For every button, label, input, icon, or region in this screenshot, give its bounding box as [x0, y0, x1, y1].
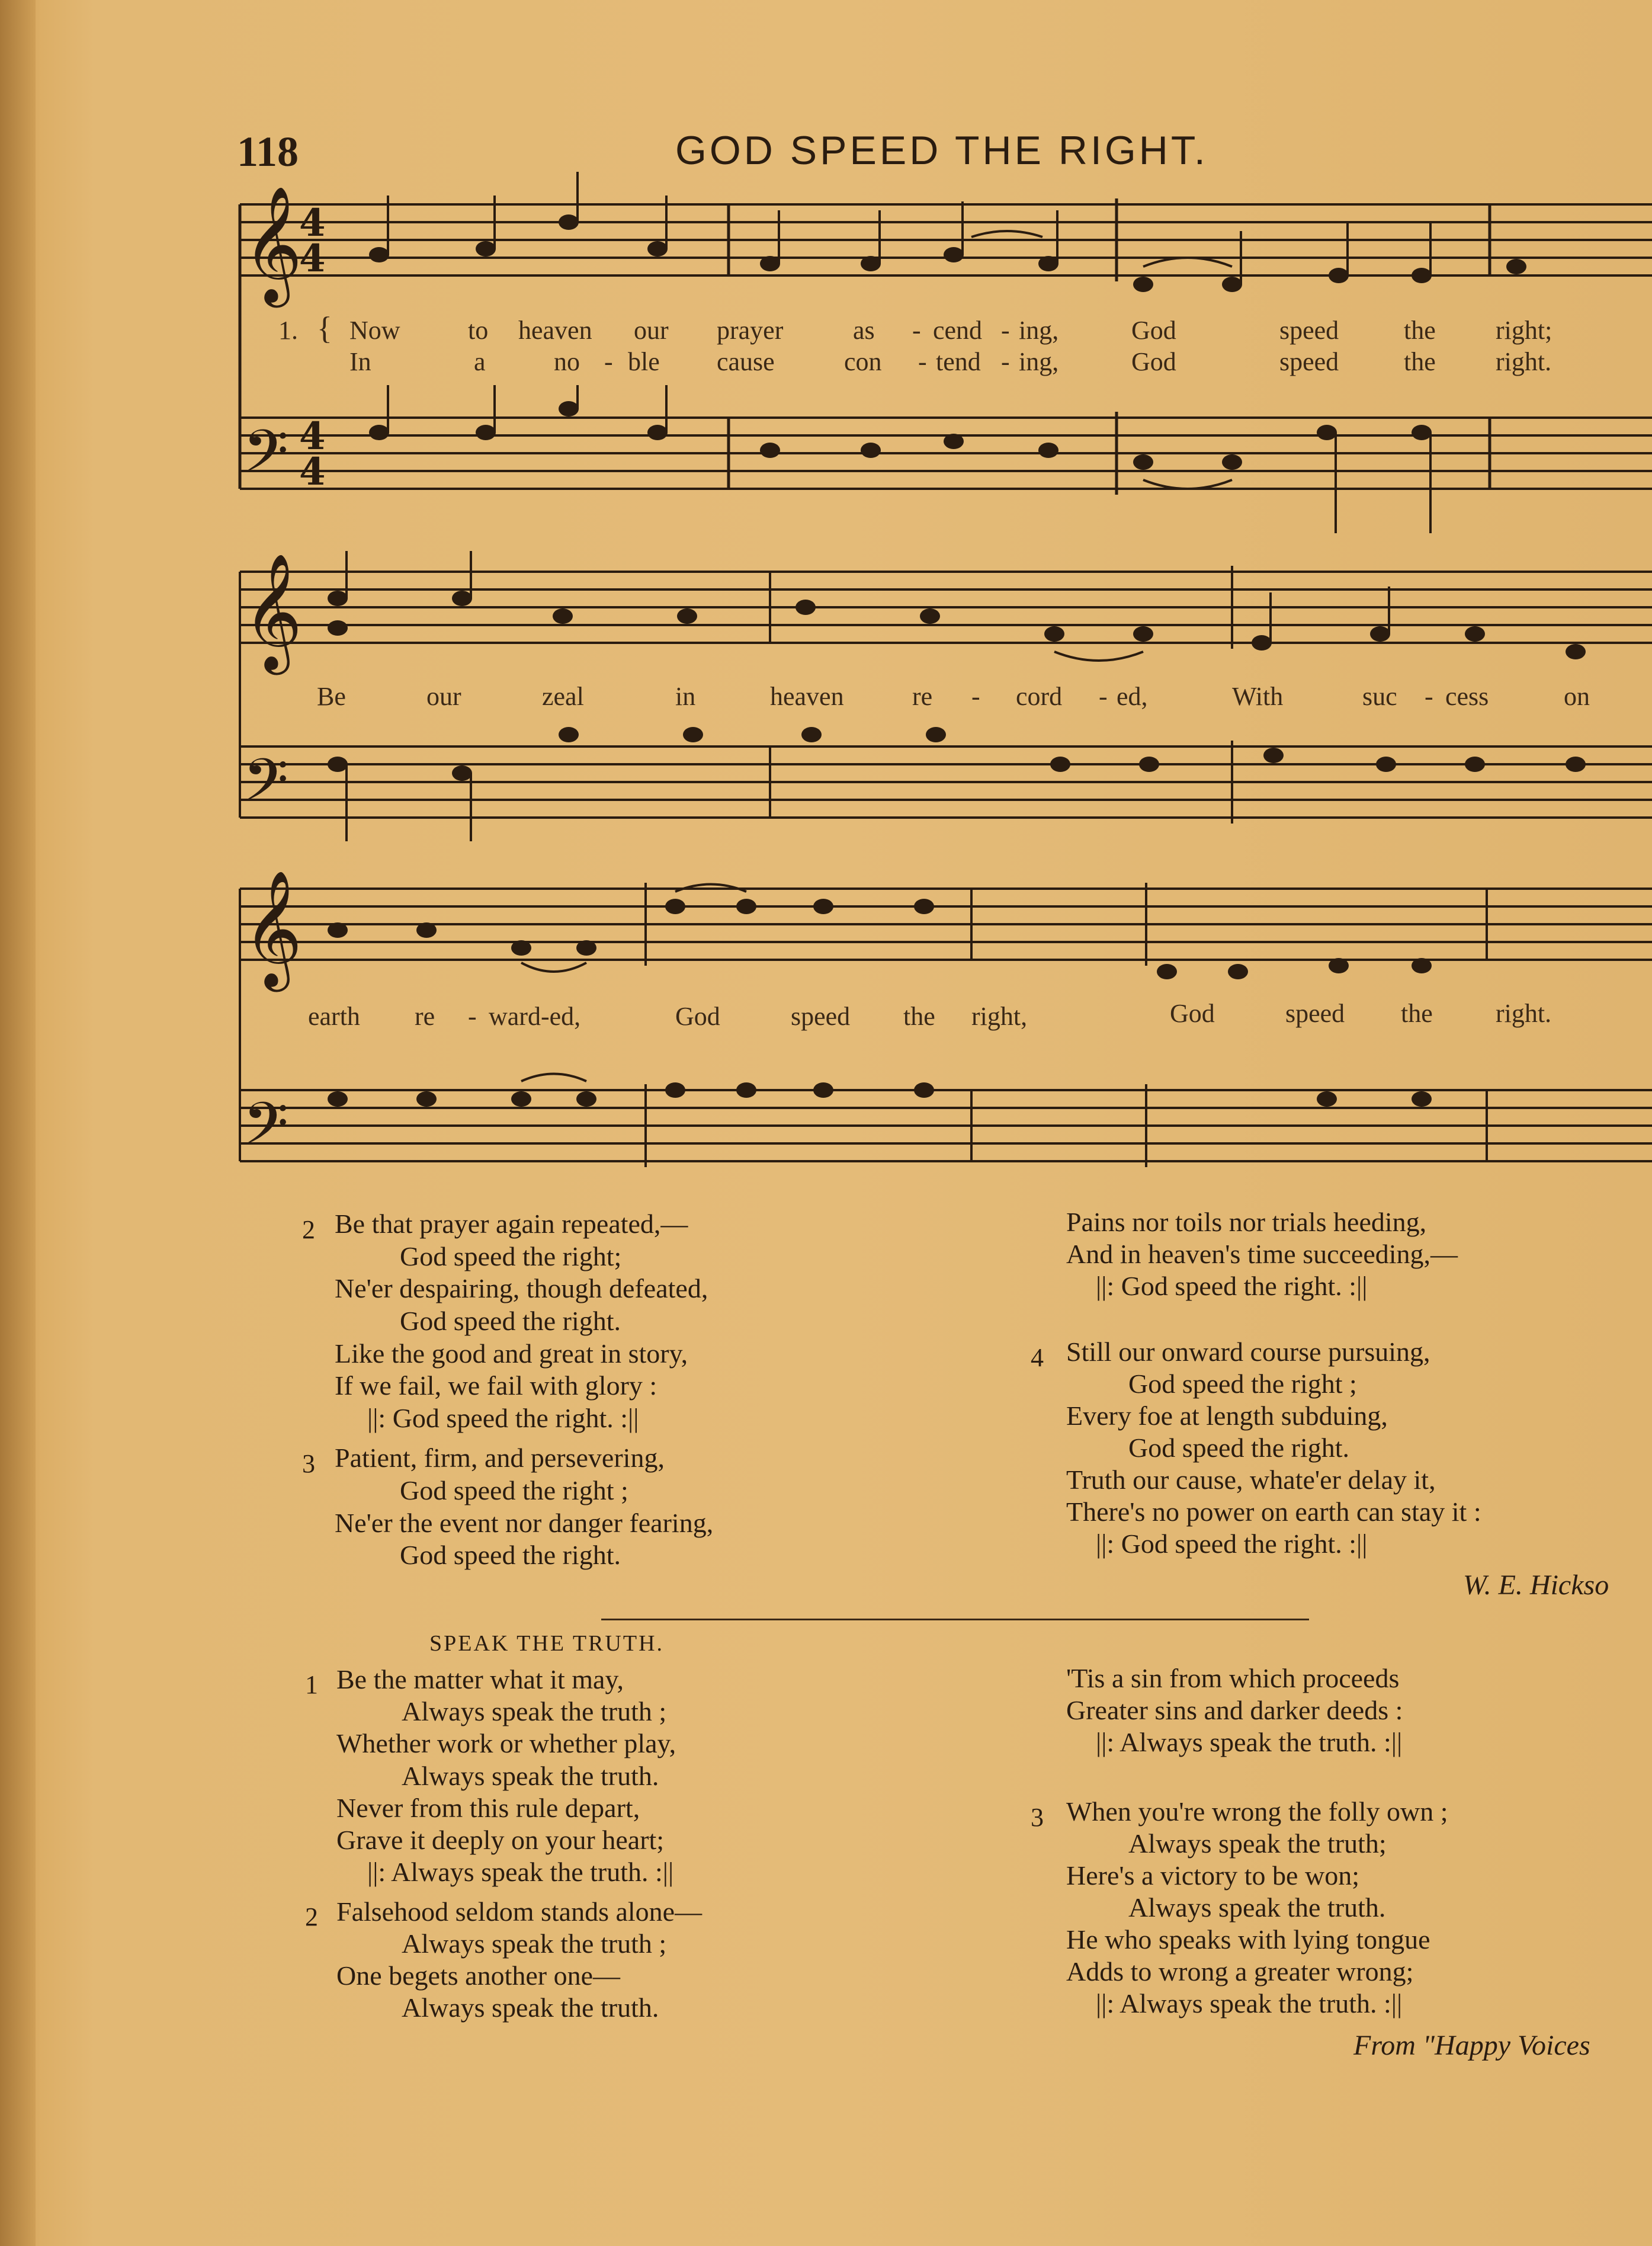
svg-text:speed: speed	[1279, 316, 1339, 345]
svg-text:With: With	[1232, 682, 1284, 711]
svg-text:no: no	[554, 347, 580, 376]
svg-text:the: the	[903, 1002, 935, 1031]
svg-text:prayer: prayer	[717, 316, 784, 345]
svg-text:as: as	[853, 316, 875, 345]
verse-line: Always speak the truth ;	[402, 1928, 667, 1959]
svg-text:𝄞: 𝄞	[243, 553, 303, 670]
svg-text:4: 4	[299, 450, 326, 494]
verse-line: Truth our cause, whate'er delay it,	[1066, 1465, 1436, 1495]
verse-line: Falsehood seldom stands alone—	[336, 1896, 702, 1927]
verse-number: 2	[302, 1215, 315, 1244]
verse-line: God speed the right.	[400, 1306, 621, 1336]
verse-line: There's no power on earth can stay it :	[1066, 1497, 1481, 1527]
svg-text:ing,: ing,	[1019, 347, 1059, 376]
svg-text:right,: right,	[971, 1002, 1028, 1031]
svg-text:-: -	[604, 347, 613, 376]
verse-refrain: ||: God speed the right. :||	[1096, 1529, 1368, 1559]
verse-line: Be the matter what it may,	[336, 1664, 624, 1694]
system-3-bass-staff	[240, 1084, 1652, 1167]
verse-line: Ne'er the event nor danger fearing,	[335, 1508, 714, 1538]
verse-line: Adds to wrong a greater wrong;	[1066, 1956, 1414, 1987]
verse-line: Patient, firm, and persevering,	[335, 1443, 665, 1473]
hymn2-title: SPEAK THE TRUTH.	[429, 1631, 665, 1656]
svg-text:cord: cord	[1016, 682, 1063, 711]
hymn1-author: W. E. Hickso	[1463, 1569, 1609, 1601]
system-1-bass-staff	[240, 418, 1652, 489]
lyrics-system-3	[308, 999, 1551, 1031]
svg-text:the: the	[1401, 999, 1433, 1028]
verse-line: Ne'er despairing, though defeated,	[335, 1273, 708, 1303]
verse-refrain: ||: Always speak the truth. :||	[1096, 1988, 1403, 2018]
svg-text:a: a	[474, 347, 486, 376]
verse-line: If we fail, we fail with glory :	[335, 1370, 657, 1401]
verse-line: Be that prayer again repeated,—	[335, 1209, 688, 1239]
svg-text:4: 4	[299, 236, 326, 281]
svg-text:cause: cause	[717, 347, 775, 376]
svg-text:Now: Now	[349, 316, 400, 345]
verse-number: 1	[305, 1670, 318, 1699]
svg-text:𝄢: 𝄢	[243, 746, 289, 829]
lyrics-system-2	[317, 682, 1590, 711]
svg-text:4: 4	[299, 414, 326, 459]
system-1-treble-staff	[240, 204, 1652, 275]
verse-refrain: ||: God speed the right. :||	[1096, 1271, 1368, 1301]
verse-line: God speed the right.	[1128, 1433, 1350, 1463]
svg-text:-: -	[918, 347, 927, 376]
svg-text:the: the	[1404, 316, 1436, 345]
svg-text:earth: earth	[308, 1002, 360, 1031]
svg-text:-: -	[468, 1002, 477, 1031]
verse-line: Never from this rule depart,	[336, 1793, 640, 1823]
verse-line: One begets another one—	[336, 1960, 621, 1991]
svg-text:our: our	[426, 682, 461, 711]
svg-text:on: on	[1564, 682, 1590, 711]
lyrics-system-1-row-2	[349, 347, 1551, 376]
verse-refrain: ||: God speed the right. :||	[367, 1403, 639, 1433]
verse-number: 2	[305, 1902, 318, 1931]
svg-text:speed: speed	[791, 1002, 851, 1031]
verse-line: Whether work or whether play,	[336, 1728, 676, 1758]
verse-line: 'Tis a sin from which proceeds	[1066, 1663, 1400, 1693]
svg-text:ed,: ed,	[1117, 682, 1148, 711]
svg-text:tend: tend	[936, 347, 981, 376]
svg-text:𝄞: 𝄞	[243, 870, 303, 987]
svg-text:-: -	[1425, 682, 1433, 711]
verse-line: Always speak the truth.	[402, 1992, 659, 2023]
svg-text:heaven: heaven	[770, 682, 844, 711]
svg-text:God: God	[1131, 347, 1176, 376]
svg-text:𝄢: 𝄢	[243, 1090, 289, 1172]
svg-text:con: con	[844, 347, 882, 376]
verse-number: 3	[302, 1449, 315, 1478]
svg-text:-: -	[912, 316, 921, 345]
svg-text:cend: cend	[933, 316, 983, 345]
verse-line: When you're wrong the folly own ;	[1066, 1796, 1448, 1827]
svg-text:God: God	[1170, 999, 1215, 1028]
svg-text:right.: right.	[1496, 999, 1552, 1028]
svg-text:God: God	[1131, 316, 1176, 345]
svg-text:heaven: heaven	[518, 316, 592, 345]
svg-text:right;: right;	[1496, 316, 1552, 345]
svg-text:ble: ble	[628, 347, 660, 376]
verse-line: And in heaven's time succeeding,—	[1066, 1239, 1458, 1269]
verse-line: Always speak the truth ;	[402, 1696, 667, 1726]
verse-line: Always speak the truth.	[1128, 1892, 1386, 1923]
page-number: 118	[237, 128, 299, 175]
svg-text:-: -	[1001, 316, 1010, 345]
verse-line: God speed the right.	[400, 1540, 621, 1570]
svg-text:{: {	[317, 310, 332, 346]
verse-refrain: ||: Always speak the truth. :||	[367, 1857, 674, 1887]
svg-text:ward-ed,: ward-ed,	[489, 1002, 581, 1031]
svg-text:suc: suc	[1362, 682, 1397, 711]
verse-line: Always speak the truth;	[1128, 1828, 1387, 1859]
svg-text:right.: right.	[1496, 347, 1552, 376]
svg-text:4: 4	[299, 201, 326, 245]
verse-line: He who speaks with lying tongue	[1066, 1924, 1430, 1955]
svg-text:ing,: ing,	[1019, 316, 1059, 345]
verse-line: Grave it deeply on your heart;	[336, 1825, 665, 1855]
verse-line: Greater sins and darker deeds :	[1066, 1695, 1403, 1725]
verse-line: God speed the right ;	[1128, 1369, 1357, 1399]
svg-text:In: In	[349, 347, 371, 376]
section-divider	[601, 1619, 1309, 1620]
page-title: GOD SPEED THE RIGHT.	[675, 128, 1208, 173]
svg-text:speed: speed	[1279, 347, 1339, 376]
verse-number: 4	[1031, 1343, 1044, 1372]
svg-text:𝄞: 𝄞	[243, 185, 303, 303]
svg-text:cess: cess	[1445, 682, 1489, 711]
svg-text:-: -	[1099, 682, 1108, 711]
system-3-treble-staff	[240, 883, 1652, 1161]
svg-text:re: re	[912, 682, 933, 711]
verse-line: Like the good and great in story,	[335, 1338, 688, 1369]
verse-line: Here's a victory to be won;	[1066, 1860, 1359, 1891]
svg-text:to: to	[468, 316, 489, 345]
verse-number: 1.	[278, 316, 298, 345]
svg-text:-: -	[1001, 347, 1010, 376]
svg-text:𝄢: 𝄢	[243, 418, 289, 500]
svg-text:our: our	[634, 316, 669, 345]
svg-text:speed: speed	[1285, 999, 1345, 1028]
svg-text:in: in	[675, 682, 696, 711]
svg-text:-: -	[971, 682, 980, 711]
svg-text:re: re	[415, 1002, 435, 1031]
verse-line: Still our onward course pursuing,	[1066, 1337, 1430, 1367]
system-2-bass-staff	[240, 741, 1652, 824]
hymn2-source: From "Happy Voices	[1353, 2030, 1590, 2061]
verse-line: Always speak the truth.	[402, 1761, 659, 1791]
svg-text:zeal: zeal	[542, 682, 584, 711]
verse-number: 3	[1031, 1803, 1044, 1832]
note-stems	[347, 172, 1430, 841]
svg-text:Be: Be	[317, 682, 346, 711]
verse-line: Pains nor toils nor trials heeding,	[1066, 1207, 1427, 1237]
verse-line: Every foe at length subduing,	[1066, 1401, 1388, 1431]
lyrics-system-1-row-1	[349, 316, 1552, 345]
svg-text:the: the	[1404, 347, 1436, 376]
svg-text:God: God	[675, 1002, 720, 1031]
verse-refrain: ||: Always speak the truth. :||	[1096, 1727, 1403, 1757]
verse-line: God speed the right ;	[400, 1475, 628, 1505]
verse-line: God speed the right;	[400, 1241, 622, 1271]
